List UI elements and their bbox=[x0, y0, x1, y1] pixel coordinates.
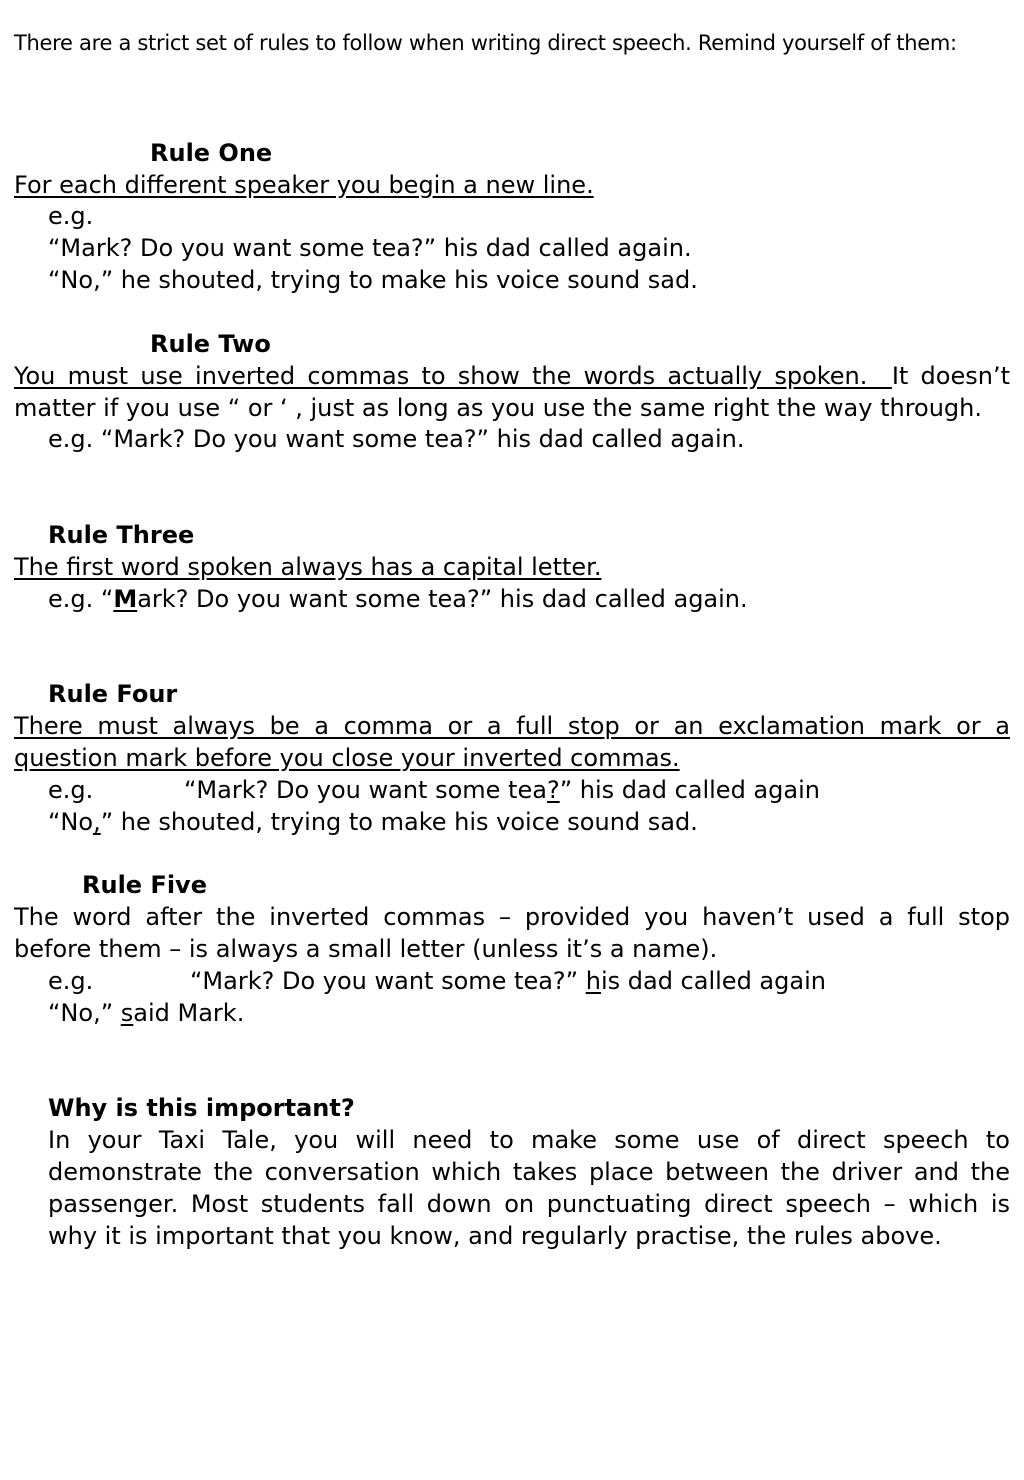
rule-five-small-letter-highlight-2: s bbox=[120, 999, 134, 1027]
rule-five-small-letter-highlight-1: h bbox=[585, 967, 601, 995]
rule-five-example-2 bbox=[48, 997, 244, 1029]
rule-four-example-1-post: ” his dad called again bbox=[559, 776, 820, 804]
rule-two-example: e.g. “Mark? Do you want some tea?” his dad called again. bbox=[48, 425, 745, 453]
rule-three-text: The first word spoken always has a capital letter. bbox=[14, 553, 602, 581]
why-body: In your Taxi Tale, you will need to make some use of direct speech to demonstrate the conversation which takes place between the driver and the passenger. Most students fall down on punctuating direct speech – which is why it is important that you know, and regularly practise, the rules above. bbox=[48, 1126, 1010, 1250]
rule-three-heading: Rule Three bbox=[48, 521, 195, 549]
rule-four-eg: e.g. bbox=[48, 776, 94, 804]
rule-four-question-mark-highlight: ? bbox=[546, 776, 560, 804]
rule-five-text: The word after the inverted commas – provided you haven’t used a full stop before them – is always a small letter (unless it’s a name). bbox=[14, 903, 1010, 963]
rule-three-example-pre: e.g. “ bbox=[48, 585, 114, 613]
rule-five-heading: Rule Five bbox=[82, 871, 207, 899]
rule-five-eg: e.g. bbox=[48, 967, 94, 995]
rule-four-heading: Rule Four bbox=[48, 680, 178, 708]
rule-one-example-1: “Mark? Do you want some tea?” his dad called again. bbox=[48, 234, 692, 262]
rule-one-example-2: “No,” he shouted, trying to make his voice sound sad. bbox=[48, 266, 698, 294]
rule-four-example-2-pre: “No bbox=[48, 808, 94, 836]
rule-four-example-1-pre: “Mark? Do you want some tea bbox=[184, 776, 547, 804]
rule-four-text: There must always be a comma or a full stop or an exclamation mark or a question mark before you close your inverted commas. bbox=[14, 712, 1010, 772]
rule-five-example-1-post: is dad called again bbox=[600, 967, 826, 995]
rule-five-example-1-pre: “Mark? Do you want some tea?” bbox=[190, 967, 586, 995]
rule-four-example-2 bbox=[48, 806, 698, 838]
rule-four-example-1 bbox=[184, 774, 820, 806]
why-heading: Why is this important? bbox=[48, 1094, 355, 1122]
rule-one-heading: Rule One bbox=[150, 139, 273, 167]
rule-two-text-underlined: You must use inverted commas to show the words actually spoken. bbox=[14, 362, 892, 390]
rule-three-example bbox=[48, 583, 748, 615]
rule-three-example-post: ark? Do you want some tea?” his dad called again. bbox=[137, 585, 748, 613]
rule-three-capital-highlight: M bbox=[113, 585, 138, 613]
rule-five-example-1 bbox=[190, 965, 826, 997]
rule-five-example-2-pre: “No,” bbox=[48, 999, 121, 1027]
rule-two-text bbox=[14, 360, 1010, 424]
rule-one-eg: e.g. bbox=[48, 202, 94, 230]
rule-four-example-2-post: ” he shouted, trying to make his voice sound sad. bbox=[100, 808, 698, 836]
rule-four-comma-highlight: , bbox=[93, 808, 101, 836]
rule-two-heading: Rule Two bbox=[150, 330, 271, 358]
rule-one-text: For each different speaker you begin a new line. bbox=[14, 171, 594, 199]
rule-five-example-2-post: aid Mark. bbox=[133, 999, 245, 1027]
intro-text: There are a strict set of rules to follow when writing direct speech. Remind yourself of them: bbox=[14, 31, 957, 55]
rule-two-text-rest: It doesn’t matter if you use “ or ‘ , just as long as you use the same right the way through. bbox=[14, 362, 1010, 422]
